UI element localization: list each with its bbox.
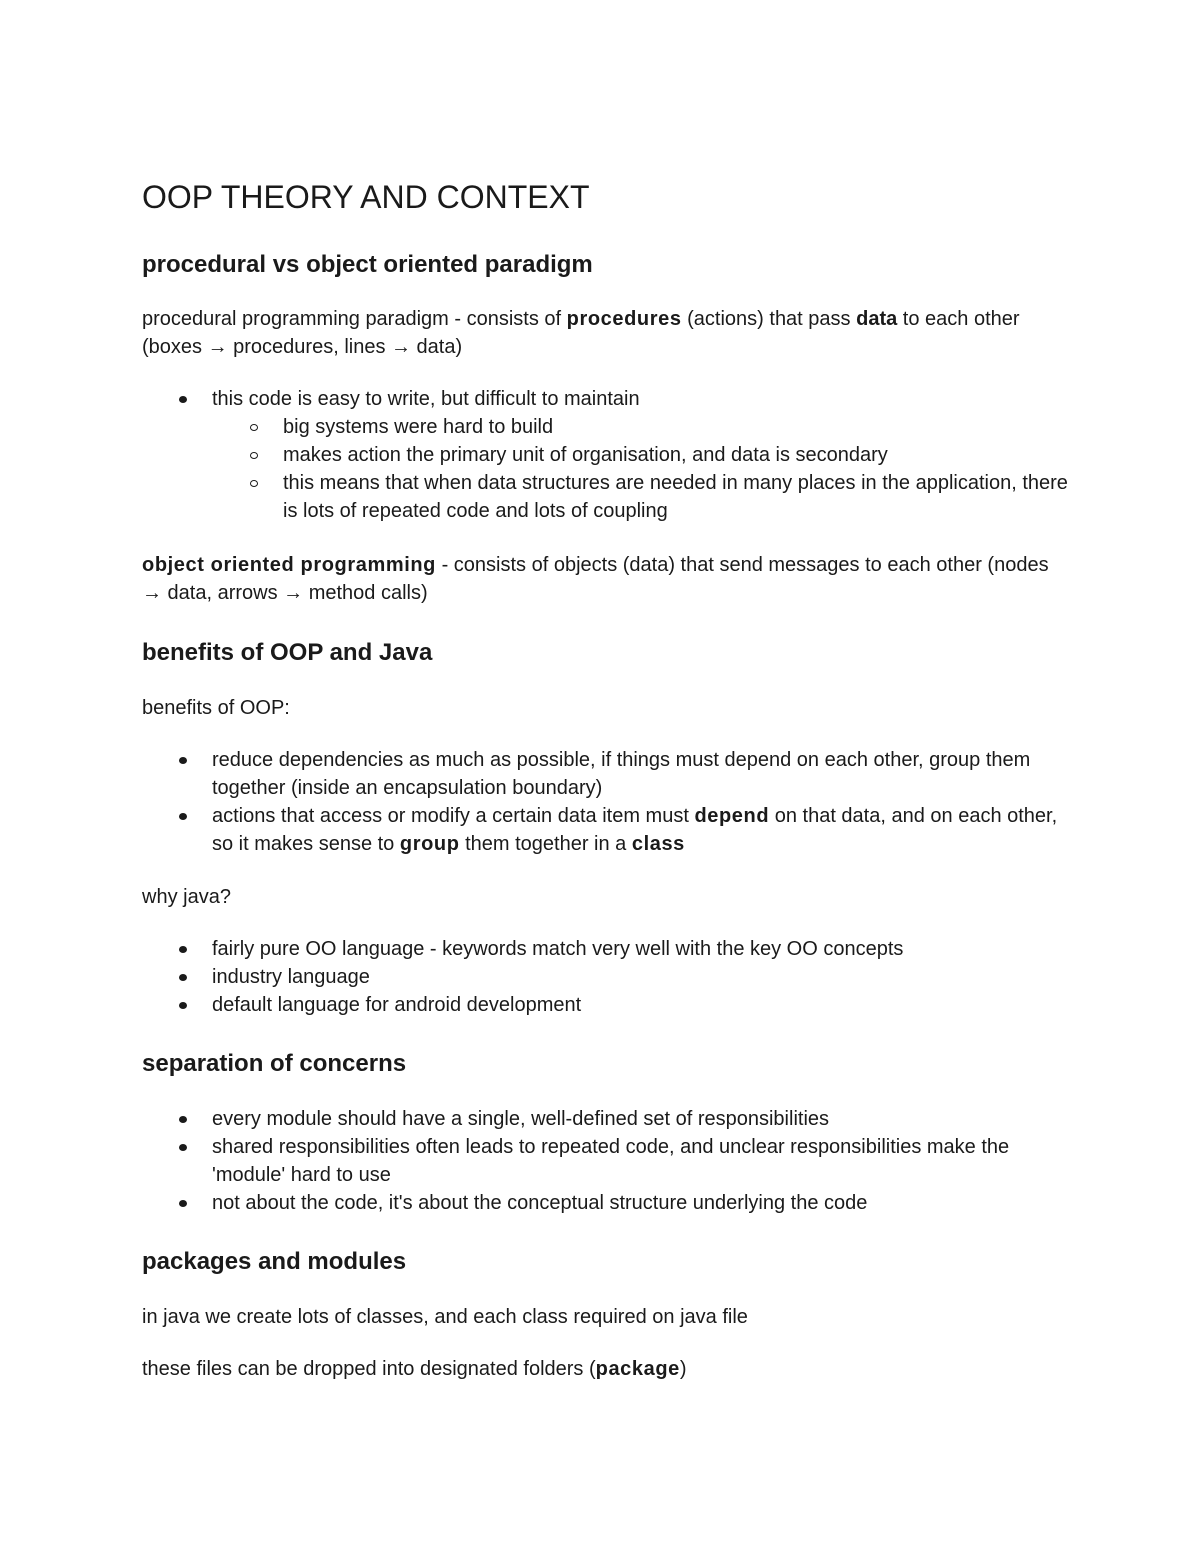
keyword-procedures: procedures [566,308,682,330]
bullet-list-benefits [142,746,1072,858]
keyword-depend: depend [694,805,770,827]
keyword-class: class [631,833,685,855]
keyword-group: group [399,833,460,855]
list-item [142,1105,1072,1133]
list-item-text: default language for android development [212,994,582,1016]
heading-separation-of-concerns: separation of concerns [142,1050,407,1077]
list-item [212,469,1072,525]
list-item-text: fairly pure OO language - keywords match very well with the key OO concepts [212,938,904,960]
list-item-text: makes action the primary unit of organisation, and data is secondary [283,444,888,466]
list-item-text: this means that when data structures are needed in many places in the application, there is lots of repeated code and lots of coupling [283,472,1068,522]
list-item [142,963,1072,991]
sub-bullet-list [212,413,1072,525]
list-item [142,746,1072,802]
text-run: them together in a [459,833,632,855]
bullet-list-java [142,935,1072,1019]
paragraph-benefits-intro: benefits of OOP: [142,697,290,719]
list-item-text: reduce dependencies as much as possible, if things must depend on each other, group them together (inside an encapsulation boundary) [212,749,1031,799]
list-item [142,1189,1072,1217]
bullet-list-procedural [142,385,1072,525]
text-run: on that data, and on each other, so it makes sense to [212,805,1058,855]
list-item-text: industry language [212,966,370,988]
paragraph-package [142,1355,1072,1383]
heading-procedural-vs-oop: procedural vs object oriented paradigm [142,251,593,278]
paragraph-oop [142,551,1072,607]
list-item-text: shared responsibilities often leads to repeated code, and unclear responsibilities make the 'module' hard to use [212,1136,1010,1186]
sub-list-container [142,413,1072,525]
list-item [142,385,1072,413]
keyword-data: data [856,308,898,330]
list-item-text: big systems were hard to build [283,416,554,438]
list-item-text: not about the code, it's about the conceptual structure underlying the code [212,1192,868,1214]
text-run: these files can be dropped into designated folders ( [142,1358,596,1380]
heading-packages-and-modules: packages and modules [142,1248,407,1275]
list-item [142,991,1072,1019]
text-run: (actions) that pass [681,308,857,330]
text-run: ) [679,1358,687,1380]
keyword-object-oriented-programming: object oriented programming [142,554,437,576]
list-item [142,935,1072,963]
list-item [142,802,1072,858]
text-run: to each other (boxes → procedures, lines → data) [142,308,1020,358]
list-item [212,413,1072,441]
bullet-list-concerns [142,1105,1072,1217]
list-item-text: every module should have a single, well-defined set of responsibilities [212,1108,830,1130]
paragraph-why-java: why java? [142,886,231,908]
text-run: actions that access or modify a certain data item must [212,805,695,827]
list-item [142,1133,1072,1189]
paragraph-procedural [142,305,1072,361]
text-run: procedural programming paradigm - consists of [142,308,567,330]
document-title: OOP THEORY AND CONTEXT [142,179,590,215]
keyword-package: package [595,1358,680,1380]
paragraph-java-classes: in java we create lots of classes, and each class required on java file [142,1306,748,1328]
text-run: - consists of objects (data) that send messages to each other (nodes → data, arrows → method calls) [142,554,1049,604]
heading-benefits: benefits of OOP and Java [142,639,433,666]
list-item [212,441,1072,469]
list-item-text: this code is easy to write, but difficult to maintain [212,388,640,410]
